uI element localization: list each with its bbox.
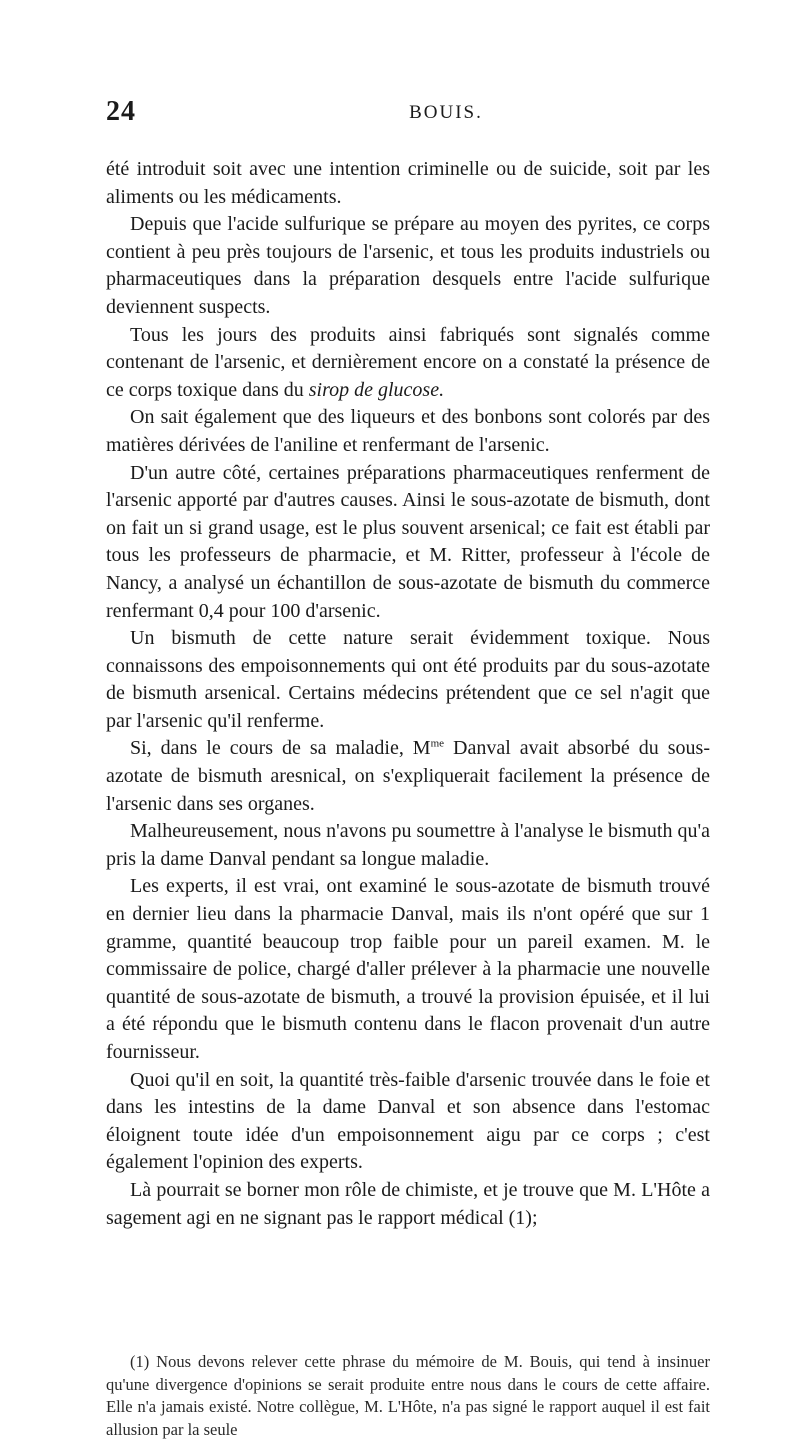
paragraph <box>106 322 710 405</box>
paragraph: Depuis que l'acide sulfurique se prépare au moyen des pyrites, ce corps contient à peu près toujours de l'arsenic, et tous les produits industriels ou pharmaceutiques dans la préparation desquels entre l'acide sulfurique deviennent suspects. <box>106 213 710 318</box>
paragraph: été introduit soit avec une intention criminelle ou de suicide, soit par les aliments ou les médicaments. <box>106 158 710 208</box>
paragraph-text: Danval avait absorbé du sous-azotate de bismuth aresnical, on s'expliquerait facilement la présence de l'arsenic dans ses organes. <box>106 737 711 815</box>
paragraph: Là pourrait se borner mon rôle de chimiste, et je trouve que M. L'Hôte a sagement agi en ne signant pas le rapport médical (1); <box>106 1178 710 1229</box>
body-text <box>106 156 710 1232</box>
paragraph: On sait également que des liqueurs et des bonbons sont colorés par des matières dérivées de l'aniline et renfermant de l'arsenic. <box>106 406 710 456</box>
running-head: BOUIS. <box>409 102 483 123</box>
footnote <box>106 1351 710 1441</box>
paragraph-text: Si, dans le cours de sa maladie, M <box>130 737 431 760</box>
paragraph: Quoi qu'il en soit, la quantité très-faible d'arsenic trouvée dans le foie et dans les intestins de la dame Danval et son absence dans l'estomac éloignent toute idée d'un empoisonnement aigu par ce corps ; c'est également l'opinion des experts. <box>106 1068 710 1174</box>
paragraph: Les experts, il est vrai, ont examiné le sous-azotate de bismuth trouvé en dernier lieu dans la pharmacie Danval, mais ils n'ont opéré que sur 1 gramme, quantité beaucoup trop faible pour un pareil examen. M. le commissaire de police, chargé d'aller prélever à la pharmacie une nouvelle quantité de sous-azotate de bismuth, a trouvé la provision épuisée, et il lui a été répondu que le bismuth contenu dans le flacon provenait d'un autre fournisseur. <box>106 875 710 1063</box>
superscript: me <box>430 737 445 750</box>
paragraph <box>106 735 710 818</box>
paragraph: Malheureusement, nous n'avons pu soumettre à l'analyse le bismuth qu'a pris la dame Danval pendant sa longue maladie. <box>106 820 710 870</box>
italic-term: sirop de glucose. <box>308 378 445 401</box>
paragraph: D'un autre côté, certaines préparations pharmaceutiques renferment de l'arsenic apporté par d'autres causes. Ainsi le sous-azotate de bismuth, dont on fait un si grand usage, est le plus souvent arsenical; ce fait est établi par tous les professeurs de pharmacie, et M. Ritter, professeur à l'école de Nancy, a analysé un échantillon de sous-azotate de bismuth du commerce renfermant 0,4 pour 100 d'arsenic. <box>106 461 710 622</box>
paragraph-text: Tous les jours des produits ainsi fabriqués sont signalés comme contenant de l'arsenic, et dernièrement encore on a constaté la présence de ce corps toxique dans du <box>106 323 710 401</box>
footnote-text: (1) Nous devons relever cette phrase du mémoire de M. Bouis, qui tend à insinuer qu'une divergence d'opinions se serait produite entre nous dans le cours de cette affaire. Elle n'a jamais existé. Notre collègue, M. L'Hôte, n'a pas signé le rapport auquel il est fait allusion par la seule <box>106 1352 710 1439</box>
page-number: 24 <box>106 96 136 127</box>
paragraph: Un bismuth de cette nature serait évidemment toxique. Nous connaissons des empoisonnements qui ont été produits par du sous-azotate de bismuth arsenical. Certains médecins prétendent que ce sel n'agit que par l'arsenic qu'il renferme. <box>106 627 710 732</box>
page-header <box>106 96 726 136</box>
